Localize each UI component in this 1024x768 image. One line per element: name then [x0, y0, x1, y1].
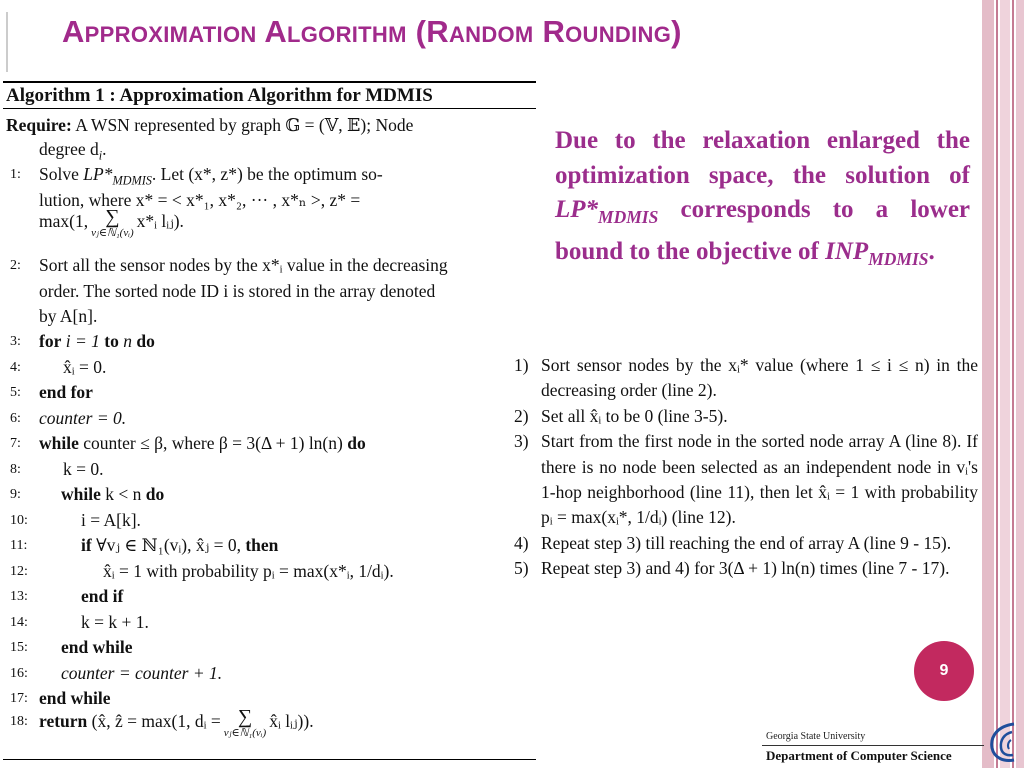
list-item: 2) Set all x̂ᵢ to be 0 (line 3-5). [514, 405, 728, 426]
algorithm-box: Algorithm 1 : Approximation Algorithm for MDMIS Require: A WSN represented by graph 𝔾 = (𝕍, 𝔼); Node degree $d_i$. 1: Solve $LP*_{MDMIS}$. Let (x*, z*) be the optimum so- lution, where x* = < x*₁, x*₂, ··· , x*ₙ >, z* = max(1, ∑ vⱼ∈ℕ₁(vᵢ) x*ᵢ lᵢⱼ). 2: Sort all the sensor nodes by the x*ᵢ value in the decreasing order. The sorted node ID i is stored in the array denoted by A[n]. 3: for i = 1 to n do 4: x̂ᵢ = 0. 5: end for 6: counter = 0. 7: while counter ≤ β, where β = 3(Δ + 1) ln(n) do 8: k = 0. 9: while k < n do 10: i = A[k]. 11: if ∀vⱼ ∈ ℕ₁(vᵢ), x̂ⱼ = 0, then 12: x̂ᵢ = 1 with probability pᵢ = max(x*ᵢ, 1/dᵢ). 13: end if 14: k = k + 1. 15: end while 16: counter = counter + 1. 17: end while 18: return (x̂, ẑ = max(1, dᵢ = ∑ vⱼ∈ℕ₁(vᵢ) x̂ᵢ lᵢⱼ)). [3, 81, 536, 761]
algorithm-require-cont: degree $d_i$. [39, 139, 107, 163]
footer-department: Department of Computer Science [766, 748, 952, 763]
algorithm-require: Require: A WSN represented by graph 𝔾 = (𝕍, 𝔼); Node [6, 115, 414, 135]
relaxation-note: Due to the relaxation enlarged the optimization space, the solution of $LP*_{MDMIS}$ corresponds to a lower bound to the objective of $INP_{MDMIS}$. [555, 127, 971, 269]
footer-divider [762, 745, 984, 746]
slide-title: Approximation Algorithm (Random Rounding) [62, 14, 682, 49]
page-number-badge: 9 [914, 641, 974, 701]
list-item: 4) Repeat step 3) till reaching the end of array A (line 9 - 15). [514, 532, 952, 553]
list-item: 3) Start from the first node in the sorted node array A (line 8). If there is no node been selected as an independent node in vᵢ's 1-hop neighborhood (line 11), then let x̂ᵢ = 1 with probability pᵢ = max(xᵢ*, 1/dᵢ) (line 12). [514, 431, 978, 528]
title-accent-bar [6, 12, 8, 72]
steps-list [514, 353, 978, 582]
list-item: 1) Sort sensor nodes by the xᵢ* value (where 1 ≤ i ≤ n) in the decreasing order (line 2). [514, 355, 978, 401]
list-item: 5) Repeat step 3) and 4) for 3(Δ + 1) ln(n) times (line 7 - 17). [514, 558, 950, 579]
gsu-logo-icon [984, 718, 1024, 766]
decorative-stripes [982, 0, 1024, 768]
footer-university: Georgia State University [766, 731, 866, 742]
algorithm-header: Algorithm 1 : Approximation Algorithm for MDMIS [6, 85, 433, 106]
